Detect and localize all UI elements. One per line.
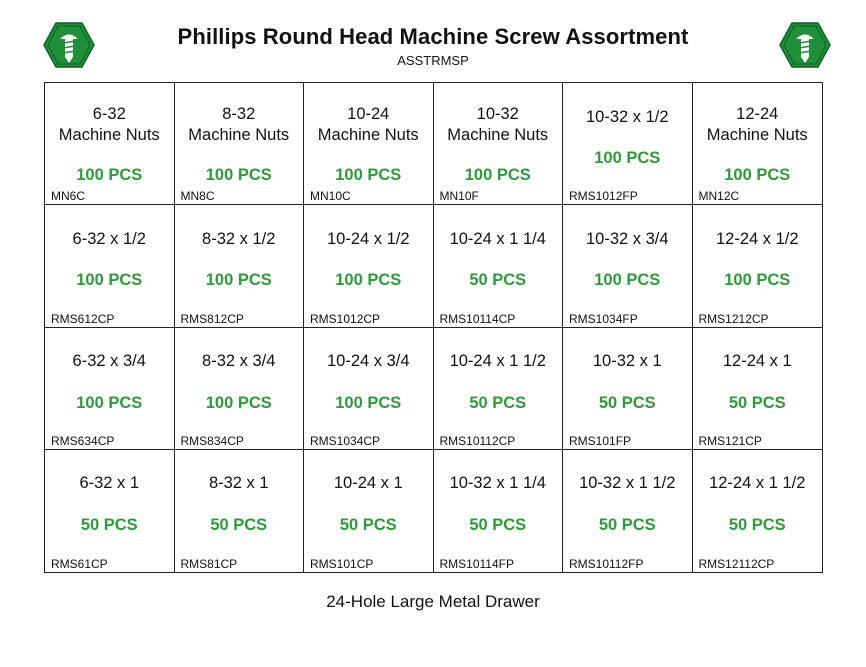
- cell-quantity: 100 PCS: [594, 149, 661, 167]
- cell-part-code: MN10F: [439, 189, 479, 204]
- drawer-cell: [45, 205, 175, 327]
- cell-quantity: 50 PCS: [210, 515, 268, 534]
- cell-part-code: RMS1012FP: [569, 189, 638, 204]
- cell-description: [693, 474, 823, 494]
- cell-description: [45, 105, 174, 145]
- cell-part-code: RMS10114FP: [439, 557, 514, 571]
- drawer-cell: [175, 205, 305, 327]
- cell-part-code: RMS12112CP: [698, 557, 775, 571]
- cell-description: [563, 474, 692, 494]
- cell-part-code: RMS10112CP: [439, 433, 516, 448]
- cell-description: [434, 229, 563, 249]
- cell-description-line: 12-24 x 1/2: [715, 229, 799, 248]
- cell-description-line: 10-32 x 3/4: [585, 229, 669, 248]
- cell-quantity: 50 PCS: [728, 515, 786, 534]
- drawer-cell: [175, 450, 305, 572]
- drawer-cell: [304, 328, 434, 450]
- cell-quantity: 50 PCS: [598, 515, 656, 534]
- drawer-cell: [434, 328, 564, 450]
- cell-description-line: 10-32 x 1/2: [585, 107, 669, 126]
- cell-part-code: RMS1012CP: [310, 311, 381, 326]
- cell-description-line: 8-32 x 1: [208, 474, 269, 493]
- drawer-cell: [434, 450, 564, 572]
- cell-part-code: MN6C: [51, 189, 86, 204]
- cell-quantity: 100 PCS: [335, 393, 402, 412]
- cell-quantity: 100 PCS: [76, 271, 143, 290]
- cell-part-code: RMS121CP: [698, 433, 762, 448]
- cell-description-line: 10-24 x 1/2: [326, 229, 410, 248]
- cell-description: [45, 352, 174, 372]
- cell-quantity: 100 PCS: [335, 166, 402, 184]
- cell-description-line: 10-24 x 1: [333, 474, 403, 493]
- cell-part-code: RMS1034CP: [310, 433, 381, 448]
- cell-quantity: 50 PCS: [598, 393, 656, 412]
- drawer-cell: [45, 328, 175, 450]
- drawer-cell: [563, 328, 693, 450]
- cell-quantity: 100 PCS: [464, 166, 531, 184]
- cell-description: [434, 474, 563, 494]
- drawer-cell: [434, 83, 564, 205]
- drawer-cell: [304, 83, 434, 205]
- cell-quantity: 100 PCS: [335, 271, 402, 290]
- cell-part-code: RMS834CP: [180, 433, 244, 448]
- cell-description-line: 6-32 x 3/4: [72, 352, 146, 370]
- drawer-cell: [693, 328, 823, 450]
- cell-description-line: 10-32: [476, 105, 519, 123]
- cell-description: [304, 474, 433, 494]
- cell-part-code: MN8C: [180, 189, 215, 204]
- cell-quantity: 100 PCS: [205, 166, 272, 184]
- cell-description-line: 10-24: [347, 105, 390, 123]
- drawer-cell: [693, 205, 823, 327]
- cell-quantity: 100 PCS: [76, 393, 143, 412]
- cell-part-code: RMS10112FP: [569, 557, 644, 571]
- cell-description: [563, 107, 692, 127]
- cell-quantity: 100 PCS: [76, 166, 143, 184]
- cell-description-line: Machine Nuts: [447, 126, 549, 144]
- cell-description-line: Machine Nuts: [58, 126, 160, 144]
- drawer-cell: [563, 205, 693, 327]
- cell-description-line: 6-32 x 1/2: [72, 229, 146, 248]
- cell-description-line: 10-24 x 3/4: [326, 352, 410, 370]
- drawer-cell: [434, 205, 564, 327]
- drawer-cell: [175, 83, 305, 205]
- cell-description: [563, 352, 692, 372]
- cell-part-code: RMS61CP: [51, 557, 108, 571]
- cell-description-line: 10-24 x 1 1/2: [449, 352, 546, 370]
- drawer-cell: [304, 450, 434, 572]
- drawer-cell: [563, 450, 693, 572]
- cell-description-line: Machine Nuts: [706, 126, 808, 144]
- cell-part-code: RMS634CP: [51, 433, 115, 448]
- cell-quantity: 50 PCS: [80, 515, 138, 534]
- cell-description: [304, 229, 433, 249]
- cell-quantity: 100 PCS: [724, 271, 791, 290]
- cell-description-line: 8-32: [222, 105, 256, 123]
- cell-description-line: 10-32 x 1 1/2: [579, 474, 676, 493]
- cell-description: [175, 105, 304, 145]
- page-subtitle: ASSTRMSP: [397, 53, 469, 68]
- cell-description: [175, 229, 304, 249]
- cell-description-line: 10-32 x 1 1/4: [449, 474, 546, 493]
- cell-description-line: Machine Nuts: [188, 126, 290, 144]
- cell-description: [304, 352, 433, 372]
- cell-quantity: 50 PCS: [469, 515, 527, 534]
- cell-quantity: 50 PCS: [728, 393, 786, 412]
- cell-quantity: 100 PCS: [205, 271, 272, 290]
- cell-description: [693, 352, 823, 372]
- cell-description-line: 6-32: [92, 105, 126, 123]
- cell-description-line: 12-24 x 1: [722, 352, 792, 370]
- cell-part-code: RMS81CP: [180, 557, 238, 571]
- cell-quantity: 100 PCS: [205, 393, 272, 412]
- cell-description: [45, 474, 174, 494]
- cell-part-code: RMS101CP: [310, 557, 374, 571]
- cell-quantity: 50 PCS: [469, 393, 527, 412]
- cell-description: [175, 352, 304, 372]
- drawer-cell: [45, 83, 175, 205]
- cell-description-line: 8-32 x 1/2: [202, 229, 276, 248]
- cell-description-line: 12-24 x 1 1/2: [709, 474, 806, 493]
- cell-description: [434, 352, 563, 372]
- cell-description-line: 12-24: [736, 105, 779, 123]
- cell-quantity: 100 PCS: [724, 166, 791, 184]
- cell-description-line: 6-32 x 1: [79, 474, 140, 493]
- cell-description-line: 10-32 x 1: [592, 352, 662, 370]
- footer-caption: 24-Hole Large Metal Drawer: [326, 592, 540, 611]
- drawer-cell: [693, 83, 823, 205]
- cell-description: [693, 229, 823, 249]
- cell-description: [563, 229, 692, 249]
- drawer-grid: [44, 82, 823, 573]
- cell-part-code: MN10C: [310, 189, 351, 204]
- cell-quantity: 100 PCS: [594, 271, 661, 290]
- cell-description-line: 8-32 x 3/4: [202, 352, 276, 370]
- cell-part-code: RMS1034FP: [569, 311, 638, 326]
- cell-description: [693, 105, 823, 145]
- cell-part-code: RMS812CP: [180, 311, 244, 326]
- cell-description: [45, 229, 174, 249]
- cell-part-code: MN12C: [698, 189, 740, 204]
- drawer-cell: [175, 328, 305, 450]
- cell-part-code: RMS1212CP: [698, 311, 769, 326]
- cell-quantity: 50 PCS: [469, 271, 527, 290]
- cell-description: [175, 474, 304, 494]
- cell-part-code: RMS101FP: [569, 433, 632, 448]
- drawer-cell: [563, 83, 693, 205]
- cell-part-code: RMS612CP: [51, 311, 115, 326]
- page-title: Phillips Round Head Machine Screw Assortment: [177, 24, 689, 49]
- cell-description: [434, 105, 563, 145]
- drawer-cell: [693, 450, 823, 572]
- drawer-cell: [45, 450, 175, 572]
- cell-description: [304, 105, 433, 145]
- cell-part-code: RMS10114CP: [439, 311, 516, 326]
- cell-description-line: Machine Nuts: [317, 126, 419, 144]
- drawer-cell: [304, 205, 434, 327]
- cell-quantity: 50 PCS: [339, 515, 397, 534]
- cell-description-line: 10-24 x 1 1/4: [449, 229, 546, 248]
